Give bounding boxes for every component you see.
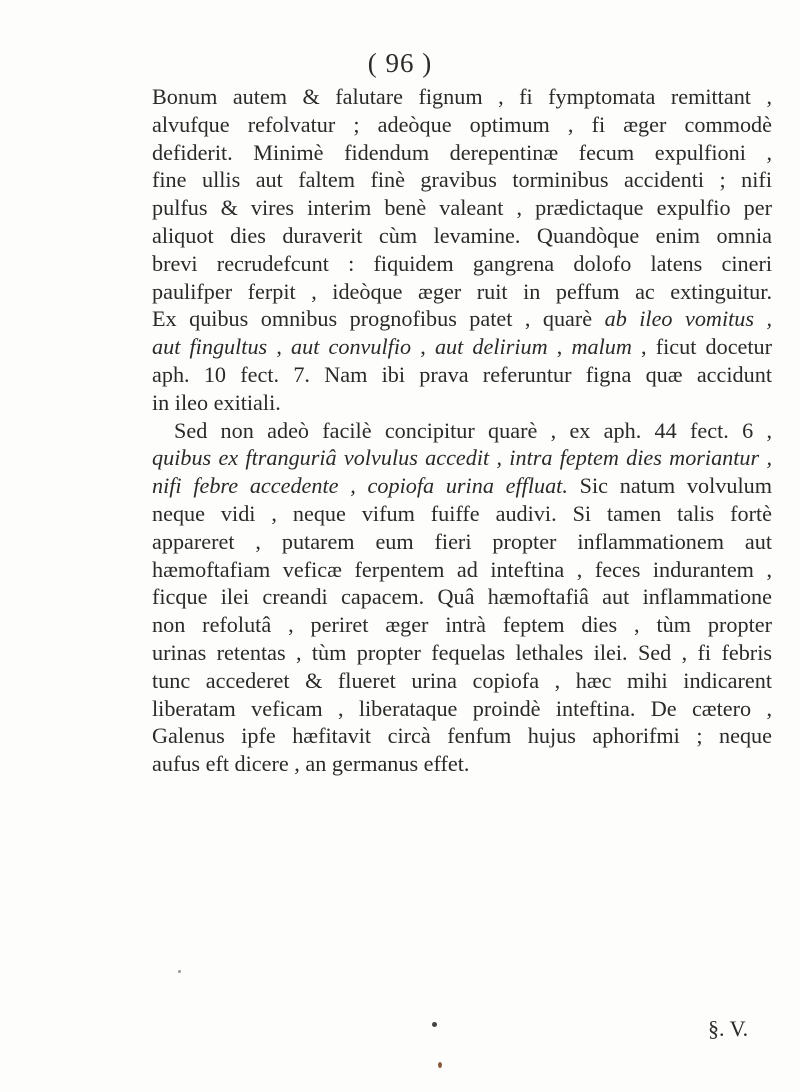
text-line: non refolutâ , periret æger intrà feptem dies , tùm propter <box>152 612 772 638</box>
italic-segment: aut <box>152 334 181 360</box>
italic-segment: aut delirium <box>434 334 548 360</box>
text-segment: Ex quibus omnibus prognofibus patet , quarè <box>152 306 593 332</box>
italic-segment: nifi febre accedente , copiofa urina effluat. <box>152 473 568 499</box>
text-line: urinas retentas , tùm propter fequelas lethales ilei. Sed , fi febris <box>152 639 772 665</box>
ink-speck <box>178 970 181 973</box>
page-number: ( 96 ) <box>367 48 433 78</box>
text-line <box>152 305 772 333</box>
text-segment: , ficut docetur <box>631 334 773 360</box>
text-line: Bonum autem & falutare fignum , fi fymptomata remittant , <box>152 84 772 109</box>
text-line: tunc accederet & flueret urina copiofa , hæc mihi indicarent <box>152 667 772 693</box>
text-line: ficque ilei creandi capacem. Quâ hæmoftafiâ aut inflammatione <box>152 584 772 610</box>
text-line: pulfus & vires interim benè valeant , prædictaque expulfio per <box>152 195 772 221</box>
text-line: defiderit. Minimè fidendum derepentinæ fecum expulfioni , <box>152 139 772 165</box>
text-line: hæmoftafiam veficæ ferpentem ad inteftina , feces indurantem , <box>152 556 772 582</box>
text-segment: Sic natum volvulum <box>567 473 772 499</box>
text-line: in ileo exitiali. <box>152 389 281 415</box>
ink-speck <box>438 1062 442 1068</box>
text-line: liberatam veficam , liberataque proindè inteftina. De cætero , <box>152 695 772 721</box>
text-line: brevi recrudefcunt : fiquidem gangrena dolofo latens cineri <box>152 250 772 276</box>
italic-segment: ab ileo vomitus , <box>604 306 772 332</box>
italic-segment: aut convulfio <box>291 334 412 360</box>
text-line <box>152 333 772 361</box>
text-line: aph. 10 fect. 7. Nam ibi prava referuntur figna quæ accidunt <box>152 361 772 387</box>
text-segment: , <box>547 334 572 360</box>
ink-speck <box>432 1022 437 1027</box>
italic-segment: malum <box>571 334 632 360</box>
text-line: aliquot dies duraverit cùm levamine. Quandòque enim omnia <box>152 222 772 248</box>
text-line <box>152 444 772 472</box>
italic-segment: fingultus <box>189 334 268 360</box>
italic-segment: quibus ex ftranguriâ volvulus accedit , intra feptem dies moriantur , <box>152 445 772 471</box>
text-line: Sed non adeò facilè concipitur quarè , ex aph. 44 fect. 6 , <box>174 417 772 443</box>
text-segment: , <box>267 334 292 360</box>
text-line: fine ullis aut faltem finè gravibus torminibus accidenti ; nifi <box>152 167 772 193</box>
text-line <box>152 472 772 500</box>
catchword: §. V. <box>708 1016 749 1041</box>
text-line: appareret , putarem eum fieri propter inflammationem aut <box>152 528 772 554</box>
text-line: neque vidi , neque vifum fuiffe audivi. Si tamen talis fortè <box>152 500 772 526</box>
text-line: alvufque refolvatur ; adeòque optimum , fi æger commodè <box>152 111 772 137</box>
text-line: Galenus ipfe hæfitavit circà fenfum hujus aphorifmi ; neque <box>152 723 772 749</box>
text-line: aufus eft dicere , an germanus effet. <box>152 751 470 777</box>
text-line: paulifper ferpit , ideòque æger ruit in peffum ac extinguitur. <box>152 278 772 304</box>
text-segment: , <box>411 334 435 360</box>
body-text <box>152 83 772 778</box>
